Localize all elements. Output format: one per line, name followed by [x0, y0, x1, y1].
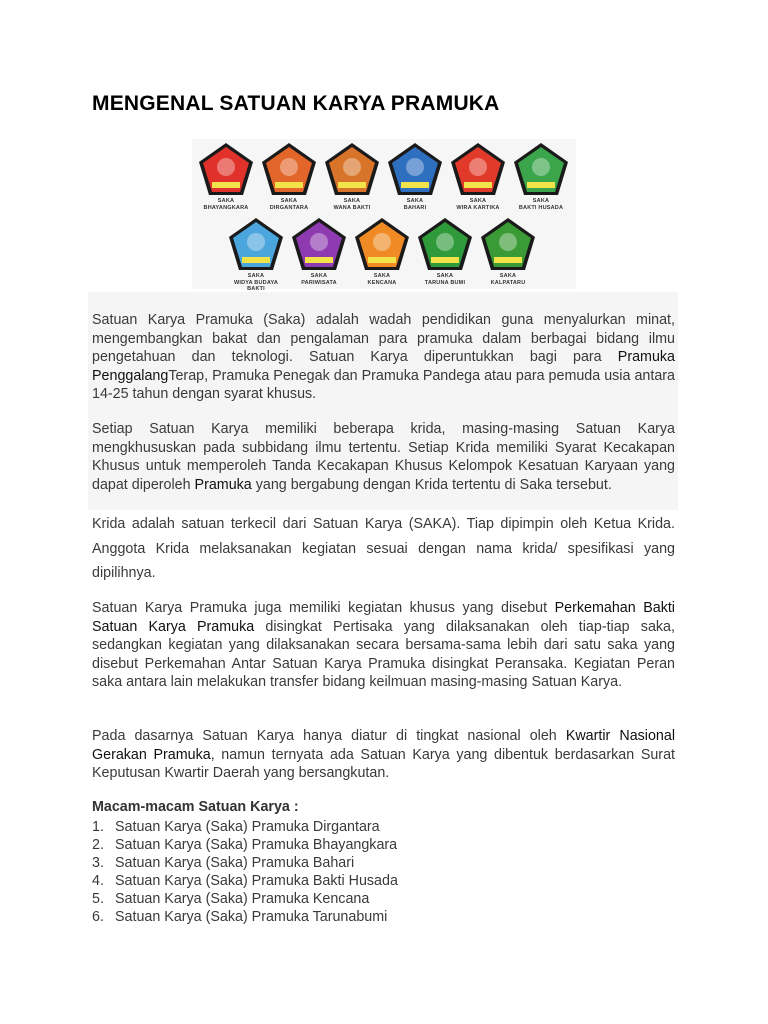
logo-caption: SAKA WANA BAKTI: [333, 198, 371, 211]
paragraph-kwartir: [92, 727, 675, 783]
list-item: 3. Satuan Karya (Saka) Pramuka Bahari: [92, 855, 355, 872]
saka-emblem-icon: [228, 217, 284, 271]
saka-logo: [259, 142, 319, 211]
saka-emblem-icon: [387, 142, 443, 196]
link-perkemahan-bakti[interactable]: Perkemahan Bakti Satuan Karya Pramuka: [92, 600, 675, 635]
paragraph-pertisaka: [92, 599, 675, 692]
saka-logo: [511, 142, 571, 211]
saka-logo: [322, 142, 382, 211]
saka-emblem-icon: [513, 142, 569, 196]
list-item: 5. Satuan Karya (Saka) Pramuka Kencana: [92, 891, 370, 908]
saka-logo: [289, 217, 349, 286]
saka-logo: [196, 142, 256, 211]
logo-caption: SAKA BAHARI: [403, 198, 427, 211]
saka-emblem-icon: [450, 142, 506, 196]
list-item: 2. Satuan Karya (Saka) Pramuka Bhayangkara: [92, 837, 398, 854]
page-title: MENGENAL SATUAN KARYA PRAMUKA: [92, 92, 500, 115]
saka-logo: [385, 142, 445, 211]
saka-emblem-icon: [354, 217, 410, 271]
paragraph-text: Satuan Karya Pramuka juga memiliki kegiatan khusus yang disebut: [92, 600, 555, 616]
saka-emblem-icon: [291, 217, 347, 271]
saka-logo: [448, 142, 508, 211]
logo-caption: SAKA KENCANA: [367, 273, 397, 286]
list-item: 6. Satuan Karya (Saka) Pramuka Tarunabumi: [92, 909, 388, 926]
list-item: 4. Satuan Karya (Saka) Pramuka Bakti Husada: [92, 873, 398, 890]
paragraph-text: Pada dasarnya Satuan Karya hanya diatur di tingkat nasional oleh: [92, 728, 566, 744]
saka-logo: [478, 217, 538, 286]
saka-emblem-icon: [417, 217, 473, 271]
paragraph-text: , namun ternyata ada Satuan Karya yang dibentuk berdasarkan Surat Keputusan Kwartir Daerah yang bersangkutan.: [92, 746, 675, 781]
paragraph-text: disingkat Pertisaka yang dilaksanakan oleh tiap-tiap saka, sedangkan kegiatan yang dilaksanakan secara bersama-sama lebih dari satu saka yang disebut Perkemahan Antar Satuan Karya Pramuka disingkat Peransaka. Kegiatan Peran saka antara lain melakukan transfer bidang keilmuan masing-masing Satuan Karya.: [92, 618, 675, 690]
logo-caption: SAKA TARUNA BUMI: [424, 273, 466, 286]
paragraph-text: Satuan Karya Pramuka (Saka) adalah wadah pendidikan guna menyalurkan minat, mengembangkan bakat dan pengalaman para pramuka dalam berbagai bidang ilmu pengetahuan dan teknologi. Satuan Karya diperuntukkan bagi para: [92, 312, 675, 365]
logo-caption: SAKA BAKTI HUSADA: [518, 198, 564, 211]
saka-emblem-icon: [324, 142, 380, 196]
logo-caption: SAKA KALPATARU: [490, 273, 526, 286]
saka-logo: [415, 217, 475, 286]
logo-caption: SAKA BHAYANGKARA: [203, 198, 249, 211]
saka-logo: [226, 217, 286, 293]
logo-caption: SAKA DIRGANTARA: [269, 198, 309, 211]
saka-list: [92, 818, 398, 927]
saka-logo: [352, 217, 412, 286]
logo-caption: SAKA WIDYA BUDAYA BAKTI: [233, 273, 279, 292]
list-item: 1. Satuan Karya (Saka) Pramuka Dirgantara: [92, 819, 380, 835]
saka-emblem-icon: [480, 217, 536, 271]
paragraph-text: Terap, Pramuka Penegak dan Pramuka Pandega atau para pemuda usia antara 14-25 tahun dengan syarat khusus.: [92, 367, 675, 402]
paragraph-intro: [92, 311, 675, 404]
saka-emblem-icon: [198, 142, 254, 196]
paragraph-krida: [92, 420, 675, 494]
saka-logos-image: [192, 139, 576, 292]
saka-emblem-icon: [261, 142, 317, 196]
paragraph-text: yang bergabung dengan Krida tertentu di Saka tersebut.: [251, 476, 612, 493]
logo-caption: SAKA WIRA KARTIKA: [456, 198, 500, 211]
paragraph-krida-definition: Krida adalah satuan terkecil dari Satuan Karya (SAKA). Tiap dipimpin oleh Ketua Krida. Anggota Krida melaksanakan kegiatan sesuai dengan nama krida/ spesifikasi yang dipilihnya.: [92, 516, 675, 581]
link-pramuka[interactable]: Pramuka: [194, 476, 252, 493]
logo-caption: SAKA PARIWISATA: [301, 273, 337, 286]
list-title: Macam-macam Satuan Karya :: [92, 799, 299, 815]
paragraph-text: Setiap Satuan Karya memiliki beberapa krida, masing-masing Satuan Karya mengkhususkan pada subbidang ilmu tertentu. Setiap Krida memiliki Syarat Kecakapan Khusus untuk memperoleh Tanda Kecakapan Khusus Kelompok Kesatuan Karyaan yang dapat diperoleh: [92, 421, 675, 493]
link-kwartir-nasional[interactable]: Kwartir Nasional Gerakan Pramuka: [92, 728, 675, 763]
link-pramuka-penggalang[interactable]: Pramuka Penggalang: [92, 349, 675, 384]
